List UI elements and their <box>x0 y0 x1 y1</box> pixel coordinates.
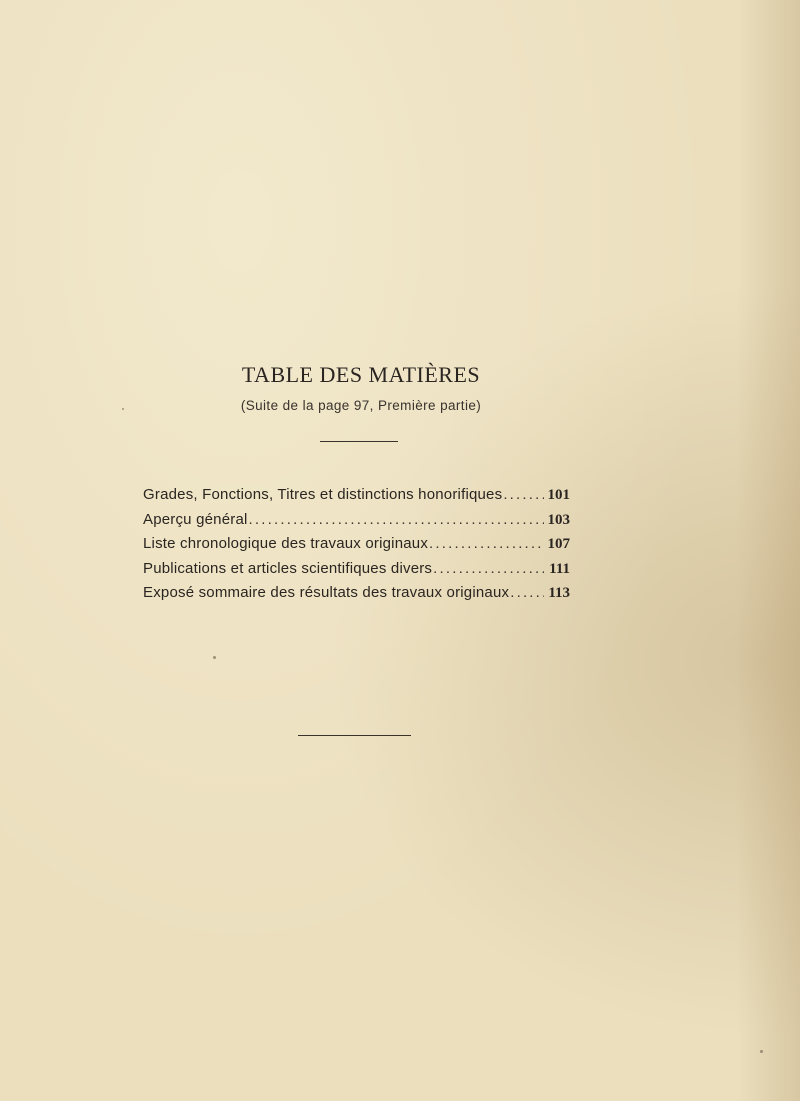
toc-entry-label: Publications et articles scientifiques divers <box>143 559 433 577</box>
page-title: TABLE DES MATIÈRES <box>241 362 481 387</box>
toc-entry <box>143 535 570 560</box>
toc-entry-page: 113 <box>548 585 570 601</box>
toc-entry-page: 107 <box>547 536 570 552</box>
page-subtitle: (Suite de la page 97, Première partie) <box>240 398 482 413</box>
toc-entry-label: Liste chronologique des travaux originaux <box>143 535 429 552</box>
toc-entry <box>143 560 570 585</box>
toc-entry-page: 111 <box>549 560 570 577</box>
toc-dot-leader <box>433 560 544 577</box>
toc-entry <box>143 486 570 511</box>
toc-entry-label: Exposé sommaire des résultats des travaux originaux <box>143 584 510 601</box>
toc-dot-leader <box>429 535 543 552</box>
paper-speck <box>122 408 124 410</box>
toc-dot-leader <box>249 511 544 528</box>
paper-speck <box>213 656 216 659</box>
end-divider <box>298 735 411 736</box>
toc-dot-leader <box>503 486 543 503</box>
title-divider <box>320 441 398 442</box>
toc-entry <box>143 584 570 609</box>
table-of-contents <box>143 486 570 609</box>
toc-entry-label: Grades, Fonctions, Titres et distinctions honorifiques <box>143 486 503 503</box>
toc-entry-label: Aperçu général <box>143 510 248 528</box>
toc-dot-leader <box>510 584 544 601</box>
toc-entry-page: 103 <box>547 511 570 528</box>
paper-speck <box>760 1050 763 1053</box>
toc-entry-page: 101 <box>547 487 570 503</box>
toc-entry <box>143 511 570 536</box>
